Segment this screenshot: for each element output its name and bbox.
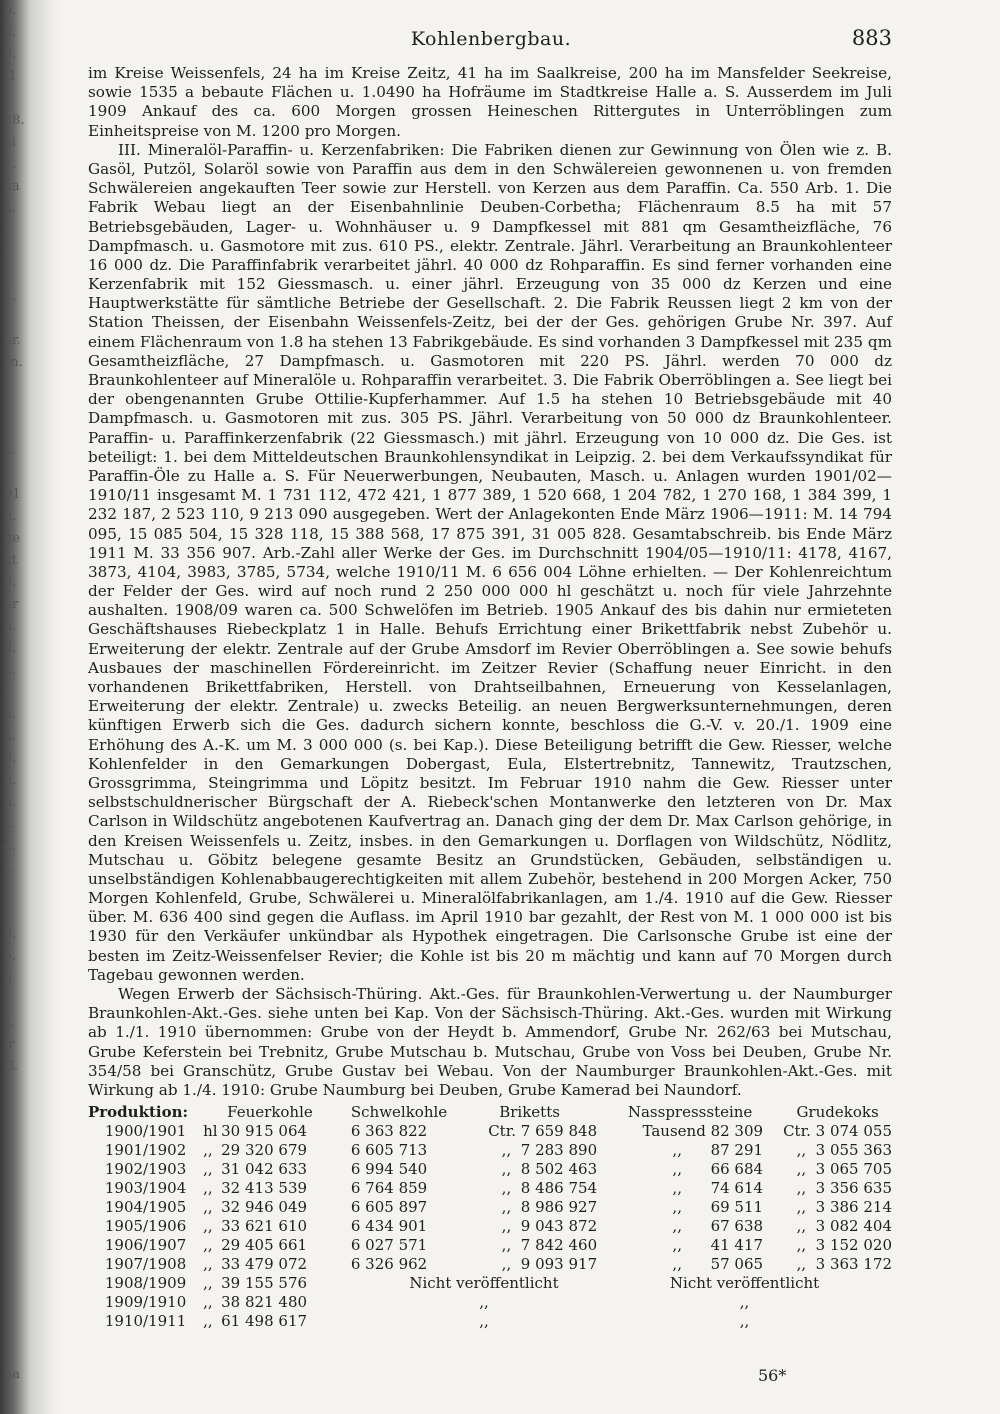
schwelkohle-cell: 6 605 897 <box>350 1198 428 1216</box>
ditto-mark: ,, <box>672 1236 682 1254</box>
schwelkohle-cell: 6 363 822 <box>350 1122 428 1140</box>
grudekoks-cell: 3 074 055 <box>815 1122 892 1140</box>
margin-fragment: li. <box>4 25 17 40</box>
margin-fragment <box>4 418 38 440</box>
year-cell: 1910/1911 <box>104 1312 187 1330</box>
table-row <box>88 1160 892 1179</box>
feuerkohle-cell: 31 042 633 <box>221 1160 308 1178</box>
header-briketts: Briketts <box>499 1103 560 1121</box>
nasspresssteine-cell: 87 291 <box>710 1141 764 1159</box>
ditto-mark: ,, <box>501 1255 512 1273</box>
margin-fragment: s. <box>4 443 15 458</box>
table-row <box>88 1255 892 1274</box>
unit-tausend: Tausend <box>642 1122 706 1140</box>
ditto-mark: ,, <box>796 1255 807 1273</box>
margin-fragment <box>4 1188 38 1210</box>
year-cell: 1909/1910 <box>104 1293 187 1311</box>
nasspresssteine-cell: 67 638 <box>710 1217 764 1235</box>
margin-fragment: n. <box>4 619 17 634</box>
margin-fragment: s. <box>4 1015 15 1030</box>
running-title: Kohlenbergbau. <box>410 28 572 50</box>
table-row <box>88 1236 892 1255</box>
margin-fragment: u. <box>4 509 17 524</box>
margin-fragment <box>4 264 38 286</box>
margin-fragment <box>4 1122 38 1144</box>
feuerkohle-cell: 29 320 679 <box>221 1141 308 1159</box>
margin-fragment <box>4 1276 38 1298</box>
ditto-mark: ,, <box>672 1160 682 1178</box>
grudekoks-cell: 3 386 214 <box>815 1198 892 1216</box>
feuerkohle-cell: 30 915 064 <box>221 1122 308 1140</box>
margin-fragment: t. <box>4 861 14 876</box>
grudekoks-cell: 3 356 635 <box>815 1179 892 1197</box>
ditto-mark: ,, <box>501 1198 512 1216</box>
ditto-mark: ,, <box>739 1293 750 1311</box>
nasspresssteine-cell: 41 417 <box>710 1236 764 1254</box>
feuerkohle-cell: 32 946 049 <box>221 1198 308 1216</box>
unit-ctr: Ctr. <box>488 1122 516 1140</box>
ditto-mark: ,, <box>501 1141 512 1159</box>
ditto-mark: ,, <box>203 1236 213 1254</box>
nasspresssteine-cell: 69 511 <box>710 1198 764 1216</box>
margin-fragment: il <box>4 971 13 986</box>
briketts-cell: 9 043 872 <box>520 1217 598 1235</box>
margin-fragment: d. <box>4 641 17 656</box>
table-header-row <box>88 1103 892 1122</box>
ditto-mark: ,, <box>796 1236 807 1254</box>
schwelkohle-cell: 6 326 962 <box>350 1255 428 1273</box>
ditto-mark: ,, <box>501 1160 512 1178</box>
feuerkohle-cell: 33 621 610 <box>221 1217 308 1235</box>
ditto-mark: ,, <box>501 1217 512 1235</box>
production-label: Produktion: <box>88 1103 189 1121</box>
margin-fragment: ge <box>4 531 21 546</box>
ditto-mark: ,, <box>796 1141 807 1159</box>
schwelkohle-cell: 6 605 713 <box>350 1141 428 1159</box>
margin-fragment: rn. <box>4 355 23 370</box>
ditto-mark: ,, <box>203 1179 213 1197</box>
schwelkohle-cell: 6 434 901 <box>350 1217 428 1235</box>
margin-fragment <box>4 1232 38 1254</box>
margin-fragment: 1. <box>4 289 17 304</box>
margin-fragment <box>4 462 38 484</box>
margin-fragment: n. <box>4 795 17 810</box>
margin-fragment <box>4 990 38 1012</box>
header-schwelkohle: Schwelkohle <box>350 1103 448 1121</box>
ditto-mark: ,, <box>203 1198 213 1216</box>
margin-fragment <box>4 374 38 396</box>
ditto-mark: ,, <box>203 1274 213 1292</box>
ditto-mark: ,, <box>796 1160 807 1178</box>
nasspresssteine-cell: 74 614 <box>710 1179 764 1197</box>
margin-fragment: c <box>4 245 12 260</box>
feuerkohle-cell: 29 405 661 <box>221 1236 308 1254</box>
margin-fragment <box>4 902 38 924</box>
nasspresssteine-cell: 82 309 <box>710 1122 764 1140</box>
ditto-mark: ,, <box>203 1312 213 1330</box>
margin-fragment: kt <box>4 553 18 568</box>
unit-hl: hl <box>203 1122 218 1140</box>
ditto-mark: ,, <box>501 1236 512 1254</box>
ditto-mark: ,, <box>479 1293 489 1311</box>
ditto-mark: ,, <box>203 1255 213 1273</box>
margin-fragment: a. <box>4 729 16 744</box>
grudekoks-cell: 3 082 404 <box>815 1217 892 1235</box>
briketts-cell: 8 986 927 <box>520 1198 598 1216</box>
margin-fragment: i. <box>4 685 13 700</box>
unit-ctr: Ctr. <box>783 1122 811 1140</box>
margin-fragment: -1 <box>4 69 17 84</box>
grudekoks-cell: 3 152 020 <box>815 1236 892 1254</box>
table-row <box>88 1122 892 1141</box>
margin-fragment: G. <box>4 1059 19 1074</box>
table-row <box>88 1179 892 1198</box>
year-cell: 1901/1902 <box>104 1141 187 1159</box>
year-cell: 1904/1905 <box>104 1198 187 1216</box>
feuerkohle-cell: 38 821 480 <box>221 1293 308 1311</box>
margin-fragment: 0. <box>4 3 17 18</box>
margin-fragment <box>4 1210 38 1232</box>
margin-fragment <box>4 308 38 330</box>
margin-fragment: n. <box>4 773 17 788</box>
ditto-mark: ,, <box>672 1179 682 1197</box>
ditto-mark: ,, <box>672 1217 682 1235</box>
schwelkohle-cell: 6 994 540 <box>350 1160 428 1178</box>
signature-mark: 56* <box>758 1366 787 1385</box>
ditto-mark: ,, <box>796 1198 807 1216</box>
ditto-mark: ,, <box>672 1198 682 1216</box>
ditto-mark: ,, <box>479 1312 489 1330</box>
margin-fragment <box>4 1320 38 1342</box>
briketts-cell: 8 502 463 <box>520 1160 598 1178</box>
year-cell: 1900/1901 <box>104 1122 187 1140</box>
margin-fragment: or <box>4 597 19 612</box>
table-row <box>88 1141 892 1160</box>
ditto-mark: ,, <box>501 1179 512 1197</box>
table-row <box>88 1293 892 1312</box>
briketts-cell: 7 283 890 <box>520 1141 598 1159</box>
table-row <box>88 1217 892 1236</box>
margin-fragment: d. <box>4 751 17 766</box>
margin-fragment: ir <box>4 1037 15 1052</box>
margin-fragment: 28. <box>4 113 25 128</box>
grudekoks-cell: 3 055 363 <box>815 1141 892 1159</box>
margin-fragment <box>4 1342 38 1364</box>
margin-fragment: 01 <box>4 487 21 502</box>
grudekoks-cell: 3 065 705 <box>815 1160 892 1178</box>
margin-fragment: u. <box>4 575 17 590</box>
ditto-mark: ,, <box>203 1160 213 1178</box>
table-row <box>88 1198 892 1217</box>
margin-fragment <box>4 1100 38 1122</box>
margin-fragment: o. <box>4 949 16 964</box>
not-published-note: Nicht veröffentlicht <box>669 1274 820 1292</box>
margin-fragment: 1. <box>4 157 17 172</box>
page-header <box>90 22 892 52</box>
year-cell: 1902/1903 <box>104 1160 187 1178</box>
feuerkohle-cell: 61 498 617 <box>221 1312 308 1330</box>
table-row <box>88 1274 892 1293</box>
margin-fragment <box>4 1166 38 1188</box>
paragraph: Wegen Erwerb der Sächsisch-Thüring. Akt.-Ges. für Braunkohlen-Verwertung u. der Naumburger Braunkohlen-Akt.-Ges. siehe unten bei Kap. Von der Sächsisch-Thüring. Akt.-Ges. wurden mit Wirkung ab 1./1. 1910 übernommen: Grube von der Heydt b. Ammendorf, Grube Nr. 262/63 bei Mutschau, Grube Keferstein bei Trebnitz, Grube Mutschau b. Mutschau, Grube von Voss bei Deuben, Grube Nr. 354/58 bei Granschütz, Grube Gustav bei Webau. Von der Naumburger Braunkohlen-Akt.-Ges. mit Wirkung ab 1./4. 1910: Grube Naumburg bei Deuben, Grube Kamerad bei Naundorf. <box>88 985 892 1099</box>
header-nasspresssteine: Nasspresssteine <box>627 1103 753 1121</box>
margin-fragment <box>4 88 38 110</box>
not-published-note: Nicht veröffentlicht <box>409 1274 559 1292</box>
briketts-cell: 8 486 754 <box>520 1179 598 1197</box>
paragraph: im Kreise Weissenfels, 24 ha im Kreise Zeitz, 41 ha im Saalkreise, 200 ha im Mansfelder Seekreise, sowie 1535 a bebaute Flächen u. 1.0490 ha Hofräume im Stadtkreise Halle a. S. Ausserdem im Juli 1909 Ankauf des ca. 600 Morgen grossen Heineschen Rittergutes in Unterröblingen zum Einheitspreise von M. 1200 pro Morgen. <box>88 64 892 140</box>
header-grudekoks: Grudekoks <box>796 1103 879 1121</box>
margin-fragment: or. <box>4 333 21 348</box>
ditto-mark: ,, <box>203 1217 213 1235</box>
margin-fragment: e. <box>4 839 16 854</box>
margin-fragment: s. <box>4 817 15 832</box>
margin-fragment <box>4 1078 38 1100</box>
margin-fragment <box>4 1144 38 1166</box>
year-cell: 1903/1904 <box>104 1179 187 1197</box>
ditto-mark: ,, <box>796 1179 807 1197</box>
margin-fragment: ha <box>4 1367 21 1382</box>
ditto-mark: ,, <box>203 1293 213 1311</box>
margin-fragment: i <box>4 223 9 238</box>
briketts-cell: 7 659 848 <box>520 1122 598 1140</box>
margin-fragment <box>4 1254 38 1276</box>
paragraph: III. Mineralöl-Paraffin- u. Kerzenfabriken: Die Fabriken dienen zur Gewinnung von Ölen wie z. B. Gasöl, Putzöl, Solaröl sowie von Paraffin aus dem in den Schwälereien gewonnenen u. von fremden Schwälereien angekauften Teer sowie zur Herstell. von Kerzen aus dem Paraffin. Ca. 550 Arb. 1. Die Fabrik Webau liegt an der Eisenbahnlinie Deuben-Corbetha; Flächenraum 8.5 ha mit 57 Betriebsgebäuden, Lager- u. Wohnhäuser u. 9 Dampfkessel mit 881 qm Gesamtheizfläche, 76 Dampfmasch. u. Gasmotore mit zus. 610 PS., elektr. Zentrale. Jährl. Verarbeitung an Braunkohlenteer 16 000 dz. Die Paraffinfabrik verarbeitet jährl. 40 000 dz Rohparaffin. Es sind ferner vorhanden eine Kerzenfabrik mit 152 Giessmasch. u. einer jährl. Erzeugung von 35 000 dz Kerzen und eine Hauptwerkstätte für sämtliche Betriebe der Gesellschaft. 2. Die Fabrik Reussen liegt 2 km von der Station Theissen, der Eisenbahn Weissenfels-Zeitz, bei der der Ges. gehörigen Grube Nr. 397. Auf einem Flächenraum von 1.8 ha stehen 13 Fabrikgebäude. Es sind vorhanden 3 Dampfkessel mit 235 qm Gesamtheizfläche, 27 Dampfmasch. u. Gasmotoren mit 220 PS. Jährl. werden 70 000 dz Braunkohlenteer auf Mineralöle u. Rohparaffin verarbeitet. 3. Die Fabrik Oberröblingen a. See liegt bei der obengenannten Grube Ottilie-Kupferhammer. Auf 1.5 ha stehen 10 Betriebsgebäude mit 40 Dampfmasch. u. Gasmotoren mit zus. 305 PS. Jährl. Verarbeitung von 50 000 dz Braunkohlenteer. Paraffin- u. Paraffinkerzenfabrik (22 Giessmasch.) mit jährl. Erzeugung von 10 000 dz. Die Ges. ist beteiligt: 1. bei dem Mitteldeutschen Braunkohlensyndikat in Leipzig. 2. bei dem Verkaufssyndikat für Paraffin-Öle zu Halle a. S. Für Neuerwerbungen, Neubauten, Masch. u. Anlagen wurden 1901/02—1910/11 insgesamt M. 1 731 112, 472 421, 1 877 389, 1 520 668, 1 204 782, 1 270 168, 1 384 399, 1 232 187, 2 523 110, 9 213 090 ausgegeben. Wert der Anlagekonten Ende März 1906—1911: M. 14 794 095, 15 085 504, 15 328 118, 15 388 568, 17 875 391, 31 005 828. Gesamtabschreib. bis Ende März 1911 M. 33 356 907. Arb.-Zahl aller Werke der Ges. im Durchschnitt 1904/05—1910/11: 4178, 4167, 3873, 4104, 3983, 3785, 5734, welche 1910/11 M. 6 656 004 Löhne erhielten. — Der Kohlenreichtum der Felder der Ges. wird auf noch rund 2 250 000 000 hl geschätzt u. noch für viele Jahrzehnte aushalten. 1908/09 waren ca. 500 Schwelöfen im Betrieb. 1905 Ankauf des bis dahin nur ermieteten Geschäftshauses Riebeckplatz 1 in Halle. Behufs Errichtung einer Brikettfabrik nebst Zubehör u. Erweiterung der elektr. Zentrale auf der Grube Amsdorf im Revier Oberröblingen a. See sowie behufs Ausbaues der maschinellen Fördereinricht. im Zeitzer Revier (Schaffung neuer Einricht. in den vorhandenen Brikettfabriken, Herstell. von Drahtseilbahnen, Erneuerung von Kesselanlagen, Erweiterung der elektr. Zentrale) u. zwecks Beteilig. an neuen Bergwerksunternehmungen, deren künftigen Erwerb sich die Ges. dadurch sichern konnte, beschloss die G.-V. v. 20./1. 1909 eine Erhöhung des A.-K. um M. 3 000 000 (s. bei Kap.). Diese Beteiligung betrifft die Gew. Riesser, welche Kohlenfelder in den Gemarkungen Dobergast, Eula, Elstertrebnitz, Tannewitz, Trautzschen, Grossgrimma, Steingrimma und Löpitz besitzt. Im Februar 1910 nahm die Gew. Riesser unter selbstschuldnerischer Bürgschaft der A. Riebeck'schen Montanwerke den letzteren von Dr. Max Carlson in Wildschütz angebotenen Kaufvertrag an. Danach ging der dem Dr. Max Carlson gehörige, in den Kreisen Weissenfels u. Zeitz, insbes. in den Gemarkungen u. Dorflagen von Wildschütz, Nödlitz, Mutschau u. Göbitz belegene gesamte Besitz an Grundstücken, Gebäuden, selbständigen u. unselbständigen Kohlenabbaugerechtigkeiten mit allem Zubehör, bestehend in 200 Morgen Acker, 750 Morgen Kohlenfeld, Grube, Schwälerei u. Mineralölfabrikanlagen, am 1./4. 1910 auf die Gew. Riesser über. M. 636 400 sind gegen die Auflass. im April 1910 bar gezahlt, der Rest von M. 1 000 000 ist bis 1930 für den Verkäufer unkündbar als Hypothek eingetragen. Die Carlsonsche Grube ist eine der besten im Zeitz-Weissenfelser Revier; die Kohle ist bis 20 m mächtig und kann auf 70 Morgen durch Tagebau gewonnen werden. <box>88 140 892 984</box>
nasspresssteine-cell: 66 684 <box>710 1160 764 1178</box>
feuerkohle-cell: 39 155 576 <box>221 1274 308 1292</box>
page-number: 883 <box>851 26 892 50</box>
margin-fragment <box>4 1298 38 1320</box>
year-cell: 1908/1909 <box>104 1274 187 1292</box>
margin-fragment: ka <box>4 179 20 194</box>
ditto-mark: ,, <box>672 1255 682 1273</box>
ditto-mark: ,, <box>796 1217 807 1235</box>
margin-fragment: a. <box>4 201 16 216</box>
header-feuerkohle: Feuerkohle <box>227 1103 313 1121</box>
year-cell: 1906/1907 <box>104 1236 187 1254</box>
table-row <box>88 1312 892 1331</box>
ditto-mark: ,, <box>739 1312 750 1330</box>
margin-fragment: 9. <box>4 47 17 62</box>
nasspresssteine-cell: 57 065 <box>710 1255 764 1273</box>
ditto-mark: ,, <box>203 1141 213 1159</box>
schwelkohle-cell: 6 764 859 <box>350 1179 428 1197</box>
schwelkohle-cell: 6 027 571 <box>350 1236 428 1254</box>
margin-fragment: e. <box>4 663 16 678</box>
briketts-cell: 9 093 917 <box>520 1255 598 1273</box>
margin-fragment <box>4 396 38 418</box>
ditto-mark: ,, <box>672 1141 682 1159</box>
margin-fragment: n. <box>4 927 17 942</box>
feuerkohle-cell: 32 413 539 <box>221 1179 308 1197</box>
briketts-cell: 7 842 460 <box>520 1236 598 1254</box>
grudekoks-cell: 3 363 172 <box>815 1255 892 1273</box>
body-text <box>88 64 892 1100</box>
margin-fragment: a. <box>4 707 16 722</box>
year-cell: 1907/1908 <box>104 1255 187 1273</box>
margin-fragment: ei <box>4 135 16 150</box>
year-cell: 1905/1906 <box>104 1217 187 1235</box>
production-table <box>88 1103 892 1331</box>
feuerkohle-cell: 33 479 072 <box>221 1255 308 1273</box>
margin-fragments <box>4 0 38 1414</box>
margin-fragment <box>4 880 38 902</box>
